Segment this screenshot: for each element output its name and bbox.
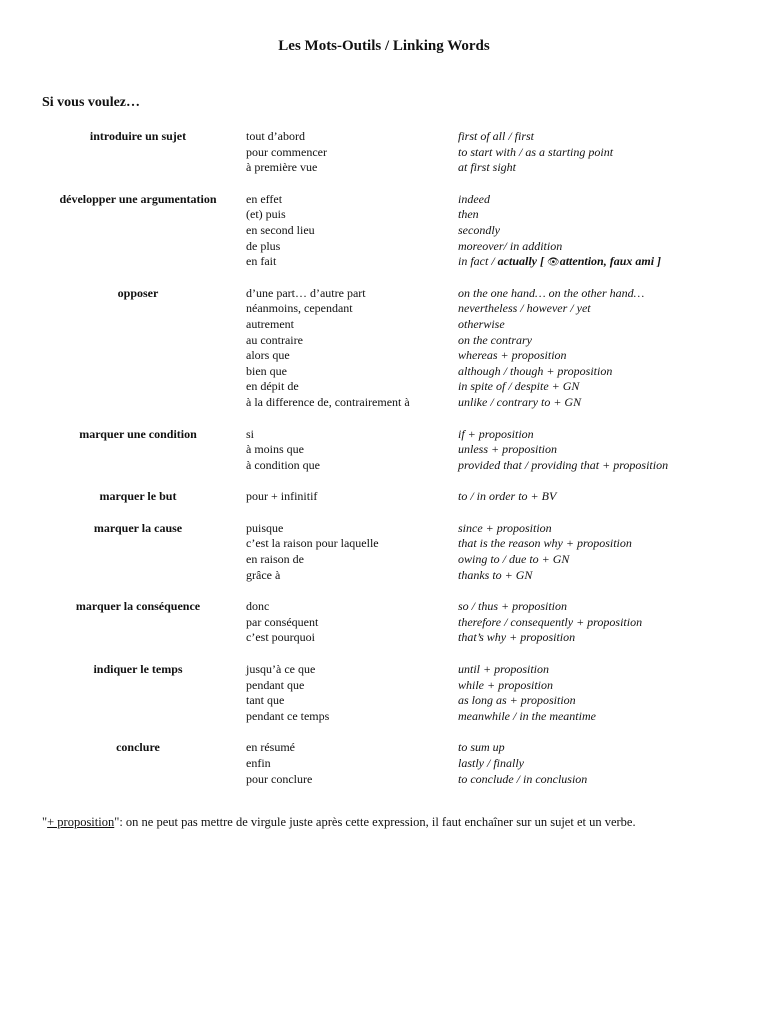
french-term: jusqu’à ce que <box>246 662 316 677</box>
section <box>0 662 768 724</box>
french-term: pour + infinitif <box>246 489 318 504</box>
table-row <box>246 709 768 725</box>
english-text: provided that / providing that + proposition <box>458 457 669 472</box>
table-row <box>246 427 768 443</box>
english-text: then <box>458 207 479 222</box>
english-text: first of all / first <box>458 129 535 143</box>
english-translation <box>458 160 516 176</box>
table-row <box>246 599 768 615</box>
french-term: tant que <box>246 693 285 708</box>
french-term: en second lieu <box>246 222 315 237</box>
section-rows <box>246 599 768 646</box>
french-term: pour commencer <box>246 144 327 159</box>
english-text: indeed <box>458 191 490 206</box>
english-text: in fact / <box>458 254 498 269</box>
english-text: in spite of / despite + GN <box>458 379 580 394</box>
english-translation <box>458 599 567 615</box>
section <box>0 192 768 270</box>
english-text: although / though + proposition <box>458 363 613 378</box>
french-term: autrement <box>246 316 294 331</box>
english-translation <box>458 129 534 145</box>
english-translation <box>458 395 581 411</box>
table-row <box>246 521 768 537</box>
english-translation <box>458 521 552 537</box>
english-text: owing to / due to + GN <box>458 552 570 567</box>
table-row <box>246 772 768 788</box>
english-text: at first sight <box>458 160 517 175</box>
french-term: (et) puis <box>246 207 286 222</box>
table-row <box>246 301 768 317</box>
english-translation <box>458 145 613 161</box>
english-translation <box>458 223 500 239</box>
english-text: moreover/ in addition <box>458 238 563 253</box>
french-term: en effet <box>246 191 283 206</box>
table-row <box>246 348 768 364</box>
english-translation <box>458 489 556 505</box>
french-term: d’une part… d’autre part <box>246 285 366 300</box>
section <box>0 489 768 505</box>
table-row <box>246 239 768 255</box>
footnote <box>42 815 636 830</box>
eye-icon: 👁 <box>547 257 560 269</box>
section-label: marquer une condition <box>79 426 197 441</box>
section-label: développer une argumentation <box>59 191 217 206</box>
table-row <box>246 662 768 678</box>
english-translation <box>458 740 505 756</box>
french-term: tout d’abord <box>246 129 305 143</box>
table-row <box>246 678 768 694</box>
french-term: puisque <box>246 520 284 535</box>
english-translation <box>458 301 591 317</box>
footnote-term: + proposition <box>47 815 115 829</box>
section-rows <box>246 427 768 474</box>
french-term: de plus <box>246 238 281 253</box>
english-text: until + proposition <box>458 662 549 677</box>
table-row <box>246 568 768 584</box>
french-term: à la difference de, contrairement à <box>246 394 410 409</box>
english-translation <box>458 709 596 725</box>
english-translation <box>458 317 505 333</box>
footnote-quote: " <box>42 815 48 829</box>
linking-words-table <box>0 129 768 803</box>
english-text: that is the reason why + proposition <box>458 536 632 551</box>
table-row <box>246 552 768 568</box>
french-term: en résumé <box>246 740 295 755</box>
intro-heading: Si vous voulez… <box>42 95 141 110</box>
table-row <box>246 192 768 208</box>
english-text: to / in order to + BV <box>458 489 557 504</box>
french-term: alors que <box>246 348 290 363</box>
french-term: donc <box>246 599 270 614</box>
english-translation <box>458 254 661 270</box>
warning-text: attention, faux ami ] <box>559 254 662 269</box>
french-term: grâce à <box>246 567 281 582</box>
english-translation <box>458 207 479 223</box>
table-row <box>246 286 768 302</box>
section-label: indiquer le temps <box>93 662 183 677</box>
section-rows <box>246 286 768 411</box>
french-term: pour conclure <box>246 771 313 786</box>
english-text: on the contrary <box>458 332 532 347</box>
english-translation <box>458 678 553 694</box>
table-row <box>246 129 768 145</box>
page-title: Les Mots-Outils / Linking Words <box>278 38 490 54</box>
english-text: therefore / consequently + proposition <box>458 614 643 629</box>
english-translation <box>458 458 668 474</box>
section-label: marquer la cause <box>93 520 183 535</box>
english-translation <box>458 772 587 788</box>
french-term: en raison de <box>246 552 304 567</box>
section-label: introduire un sujet <box>89 129 187 143</box>
table-row <box>246 630 768 646</box>
table-row <box>246 364 768 380</box>
french-term: bien que <box>246 363 287 378</box>
table-row <box>246 379 768 395</box>
french-term: si <box>246 426 255 441</box>
english-text: to start with / as a starting point <box>458 144 614 159</box>
english-translation <box>458 630 575 646</box>
english-text: to conclude / in conclusion <box>458 771 588 786</box>
english-text: so / thus + proposition <box>458 599 568 614</box>
english-translation <box>458 662 549 678</box>
table-row <box>246 615 768 631</box>
section-label: marquer le but <box>99 489 177 504</box>
english-translation <box>458 756 524 772</box>
section-rows <box>246 662 768 724</box>
table-row <box>246 458 768 474</box>
table-row <box>246 145 768 161</box>
section-label: opposer <box>117 285 159 300</box>
french-term: c’est la raison pour laquelle <box>246 536 379 551</box>
english-text: otherwise <box>458 316 505 331</box>
section-rows <box>246 129 768 176</box>
english-text: as long as + proposition <box>458 693 576 708</box>
section-rows <box>246 489 768 505</box>
english-translation <box>458 427 534 443</box>
english-translation <box>458 333 532 349</box>
table-row <box>246 223 768 239</box>
table-row <box>246 160 768 176</box>
section-rows <box>246 521 768 583</box>
french-term: néanmoins, cependant <box>246 301 353 316</box>
english-text: unless + proposition <box>458 442 557 457</box>
english-translation <box>458 379 579 395</box>
french-term: c’est pourquoi <box>246 630 315 645</box>
english-translation <box>458 615 642 631</box>
english-translation <box>458 552 569 568</box>
french-term: par conséquent <box>246 614 319 629</box>
english-text: to sum up <box>458 740 505 755</box>
section-label: conclure <box>116 740 160 755</box>
french-term: à moins que <box>246 442 304 457</box>
french-term: à condition que <box>246 457 320 472</box>
section-rows <box>246 192 768 270</box>
french-term: pendant que <box>246 677 305 692</box>
section <box>0 740 768 787</box>
table-row <box>246 333 768 349</box>
english-text: lastly / finally <box>458 756 524 770</box>
table-row <box>246 395 768 411</box>
table-row <box>246 207 768 223</box>
english-text: if + proposition <box>458 426 534 441</box>
section <box>0 521 768 583</box>
english-translation <box>458 442 557 458</box>
section <box>0 129 768 176</box>
english-text: whereas + proposition <box>458 348 567 363</box>
table-row <box>246 756 768 772</box>
french-term: enfin <box>246 756 271 770</box>
english-emphasis: actually [ <box>497 254 547 269</box>
english-text: that’s why + proposition <box>458 630 576 645</box>
section-label: marquer la conséquence <box>75 599 201 614</box>
english-text: thanks to + GN <box>458 567 533 582</box>
english-translation <box>458 693 576 709</box>
table-row <box>246 254 768 270</box>
english-translation <box>458 239 562 255</box>
english-translation <box>458 568 532 584</box>
section <box>0 286 768 411</box>
french-term: pendant ce temps <box>246 708 330 723</box>
english-text: secondly <box>458 222 500 237</box>
english-translation <box>458 348 567 364</box>
table-row <box>246 536 768 552</box>
english-text: while + proposition <box>458 677 553 692</box>
english-text: on the one hand… on the other hand… <box>458 285 645 300</box>
table-row <box>246 693 768 709</box>
table-row <box>246 317 768 333</box>
english-text: nevertheless / however / yet <box>458 301 591 316</box>
english-text: meanwhile / in the meantime <box>458 708 596 723</box>
english-translation <box>458 364 612 380</box>
english-translation <box>458 286 644 302</box>
section-rows <box>246 740 768 787</box>
section <box>0 427 768 474</box>
table-row <box>246 442 768 458</box>
table-row <box>246 489 768 505</box>
french-term: en dépit de <box>246 379 299 394</box>
section <box>0 599 768 646</box>
footnote-text: ": on ne peut pas mettre de virgule juste après cette expression, il faut enchaîner sur un sujet et un verbe. <box>114 815 636 829</box>
english-translation <box>458 192 490 208</box>
french-term: au contraire <box>246 332 303 347</box>
table-row <box>246 740 768 756</box>
french-term: en fait <box>246 254 277 269</box>
french-term: à première vue <box>246 160 318 175</box>
english-translation <box>458 536 632 552</box>
english-text: since + proposition <box>458 520 552 535</box>
english-text: unlike / contrary to + GN <box>458 394 582 409</box>
